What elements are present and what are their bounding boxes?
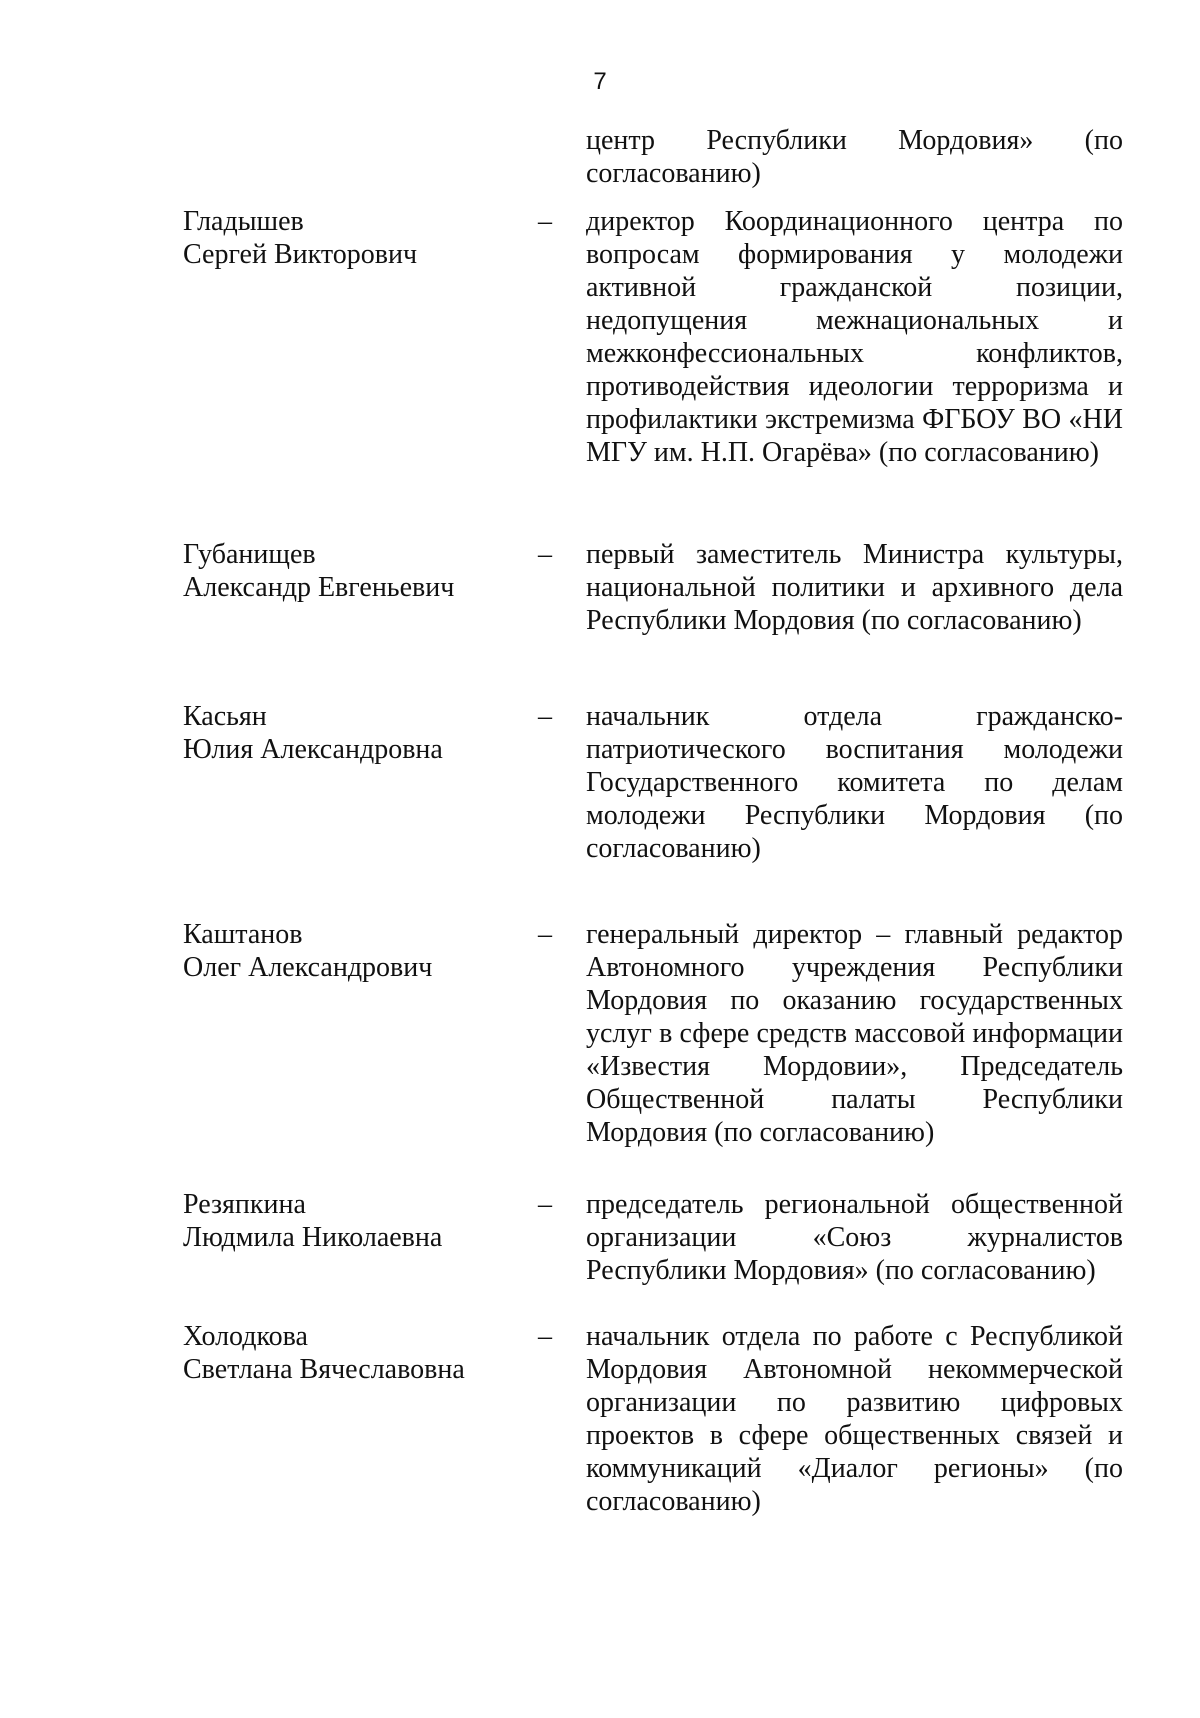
- member-role: директор Координационного центра по вопросам формирования у молодежи активной гражданской позиции, недопущения межнациональных и межконфессиональных конфликтов, противодействия идеологии терроризма и профилактики экстремизма ФГБОУ ВО «НИ МГУ им. Н.П. Огарёва» (по согласованию): [586, 206, 1123, 468]
- member-name: [183, 1320, 513, 1386]
- separator-dash: –: [538, 919, 552, 950]
- member-surname: Резяпкина: [183, 1189, 306, 1220]
- member-surname: Губанищев: [183, 539, 316, 570]
- member-surname: Каштанов: [183, 919, 303, 950]
- member-given-names: Юлия Александровна: [183, 734, 443, 765]
- member-given-names: Светлана Вячеславовна: [183, 1354, 465, 1385]
- separator-dash: –: [538, 1189, 552, 1220]
- member-given-names: Сергей Викторович: [183, 239, 418, 270]
- page-number: 7: [593, 68, 607, 95]
- member-given-names: Александр Евгеньевич: [183, 572, 455, 603]
- member-surname: Касьян: [183, 701, 267, 732]
- member-role: начальник отдела гражданско-патриотического воспитания молодежи Государственного комитета по делам молодежи Республики Мордовия (по согласованию): [586, 701, 1123, 864]
- member-given-names: Людмила Николаевна: [183, 1222, 443, 1253]
- member-name: [183, 918, 513, 984]
- member-surname: Гладышев: [183, 206, 304, 237]
- separator-dash: –: [538, 206, 552, 237]
- member-surname: Холодкова: [183, 1321, 308, 1352]
- separator-dash: –: [538, 1321, 552, 1352]
- carry-over-text: центр Республики Мордовия» (по согласованию): [586, 125, 1123, 189]
- member-role: генеральный директор – главный редактор Автономного учреждения Республики Мордовия по оказанию государственных услуг в сфере средств массовой информации «Известия Мордовии», Председатель Общественной палаты Республики Мордовия (по согласованию): [586, 919, 1123, 1148]
- separator-dash: –: [538, 701, 552, 732]
- member-name: [183, 538, 513, 604]
- member-role: председатель региональной общественной организации «Союз журналистов Республики Мордовия» (по согласованию): [586, 1189, 1123, 1286]
- member-name: [183, 205, 513, 271]
- member-given-names: Олег Александрович: [183, 952, 433, 983]
- member-name: [183, 700, 513, 766]
- member-name: [183, 1188, 513, 1254]
- member-role: первый заместитель Министра культуры, национальной политики и архивного дела Республики Мордовия (по согласованию): [586, 539, 1123, 636]
- separator-dash: –: [538, 539, 552, 570]
- member-role: начальник отдела по работе с Республикой Мордовия Автономной некоммерческой организации по развитию цифровых проектов в сфере общественных связей и коммуникаций «Диалог регионы» (по согласованию): [586, 1321, 1123, 1517]
